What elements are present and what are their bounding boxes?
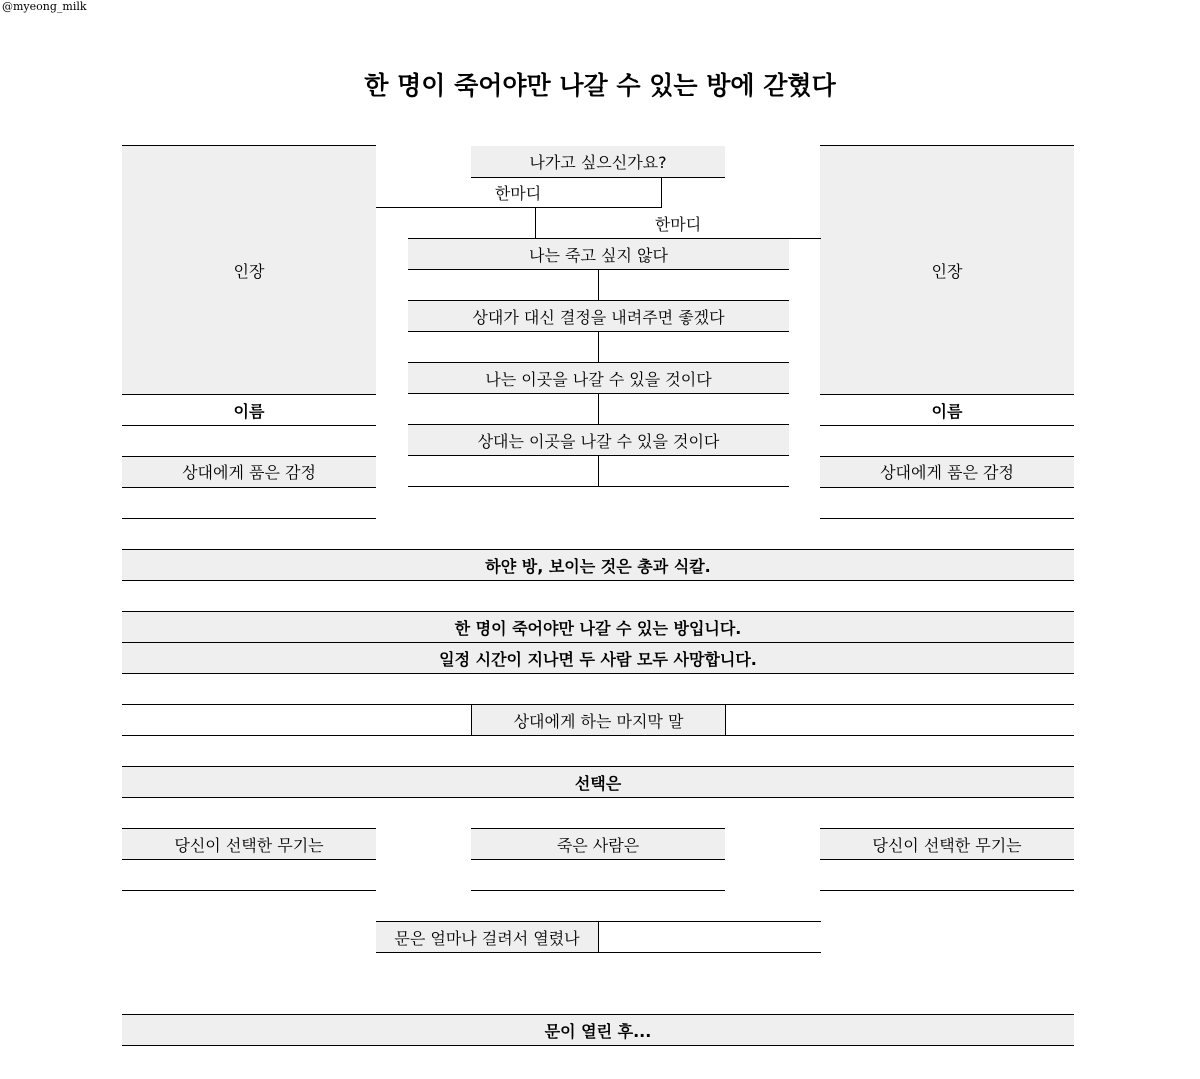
rule-one	[122, 612, 1074, 642]
one-word-left-label: 한마디	[494, 183, 542, 203]
left-weapon-header	[122, 829, 376, 859]
statement-answer-left[interactable]	[408, 456, 598, 486]
after-header-text: 문이 열린 후...	[544, 1021, 652, 1041]
right-weapon-field[interactable]	[820, 860, 1074, 890]
statement-answer-left[interactable]	[408, 270, 598, 300]
left-emotion-field[interactable]	[122, 488, 376, 518]
dead-person-header	[471, 829, 725, 859]
left-weapon-field[interactable]	[122, 860, 376, 890]
statement-answer-left[interactable]	[408, 332, 598, 362]
last-words-right-field[interactable]	[726, 705, 1074, 735]
room-description-text: 하얀 방, 보이는 것은 총과 식칼.	[485, 556, 711, 576]
right-name-label: 이름	[931, 401, 963, 421]
one-word-right-label: 한마디	[654, 214, 702, 234]
right-weapon-label: 당신이 선택한 무기는	[872, 835, 1022, 855]
last-words-left-field[interactable]	[122, 705, 471, 735]
statement-answer-left[interactable]	[408, 394, 598, 424]
right-emotion-label: 상대에게 품은 감정	[880, 463, 1014, 482]
page-title: 한 명이 죽어야만 나갈 수 있는 방에 갇혔다	[364, 71, 836, 100]
statement-answer-right[interactable]	[599, 394, 789, 424]
left-name-label: 이름	[233, 401, 265, 421]
statement-row	[408, 301, 789, 331]
right-profile-photo[interactable]	[820, 146, 1074, 394]
dead-person-field[interactable]	[471, 860, 725, 890]
left-emotion-header	[122, 456, 376, 487]
question-box	[471, 146, 725, 177]
statement-label: 나는 죽고 싶지 않다	[529, 245, 668, 265]
last-words-header	[472, 705, 725, 735]
rule-two-text: 일정 시간이 지나면 두 사람 모두 사망합니다.	[439, 649, 757, 669]
left-photo-label: 인장	[233, 261, 265, 281]
statement-answer-right[interactable]	[599, 456, 789, 486]
door-time-field[interactable]	[599, 922, 821, 952]
right-emotion-field[interactable]	[820, 488, 1074, 518]
statement-label: 상대는 이곳을 나갈 수 있을 것이다	[477, 431, 720, 451]
statement-answer-right[interactable]	[599, 270, 789, 300]
left-emotion-label: 상대에게 품은 감정	[182, 463, 316, 482]
door-time-label: 문은 얼마나 걸려서 열렸나	[394, 928, 580, 948]
after-header	[122, 1015, 1074, 1045]
choice-header	[122, 767, 1074, 797]
statement-row	[408, 239, 789, 269]
statement-answer-right[interactable]	[599, 332, 789, 362]
right-emotion-header	[820, 456, 1074, 487]
right-photo-label: 인장	[931, 261, 963, 281]
rule-two	[122, 643, 1074, 673]
left-name-field[interactable]	[122, 426, 376, 456]
left-weapon-label: 당신이 선택한 무기는	[174, 835, 324, 855]
question-label: 나가고 싶으신가요?	[529, 153, 667, 172]
statement-row	[408, 363, 789, 393]
rule-one-text: 한 명이 죽어야만 나갈 수 있는 방입니다.	[454, 618, 742, 638]
last-words-label: 상대에게 하는 마지막 말	[513, 711, 684, 731]
left-profile-photo[interactable]	[122, 146, 376, 394]
room-description	[122, 550, 1074, 580]
statement-label: 나는 이곳을 나갈 수 있을 것이다	[485, 369, 712, 389]
choice-header-text: 선택은	[574, 773, 622, 793]
right-name-field[interactable]	[820, 426, 1074, 456]
door-time-header	[376, 922, 598, 952]
statement-row	[408, 425, 789, 455]
watermark: @myeong_milk	[2, 0, 87, 13]
right-weapon-header	[820, 829, 1074, 859]
statement-label: 상대가 대신 결정을 내려주면 좋겠다	[472, 307, 725, 327]
dead-person-label: 죽은 사람은	[556, 835, 640, 855]
